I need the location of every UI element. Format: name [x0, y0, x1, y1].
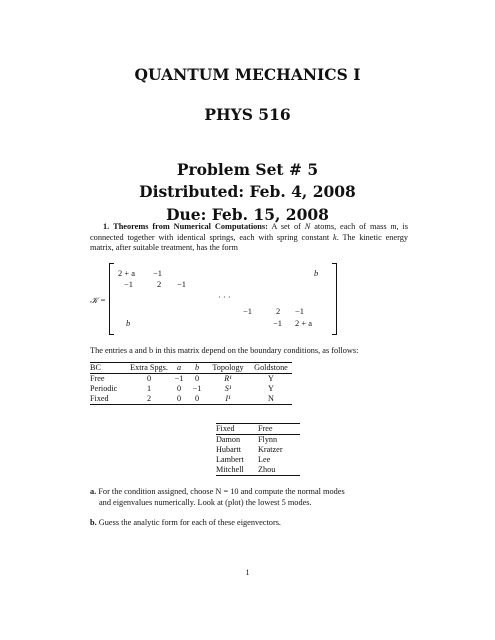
matrix-cell: −1: [153, 268, 163, 278]
table-cell: −1: [192, 384, 202, 393]
col-header: a: [170, 363, 188, 374]
col-header: Extra Spgs.: [128, 363, 170, 374]
col-header: Fixed: [216, 424, 258, 435]
intro-text-3: , is connected together with identical springs, each with spring constant: [90, 222, 409, 242]
table-row: [216, 445, 300, 455]
table-cell: 0: [146, 374, 152, 383]
table-cell: Y: [268, 384, 274, 393]
boundary-conditions-text: The entries a and b in this matrix depend on the boundary conditions, as follows:: [90, 346, 359, 355]
table-cell: 0: [176, 384, 182, 393]
table-cell: Kratzer: [258, 445, 283, 454]
part-a: [90, 487, 410, 508]
table-cell: Lee: [258, 455, 271, 464]
table-header-row: [90, 363, 292, 374]
matrix-cell: 2 + a: [118, 268, 136, 278]
problem-heading: Theorems from Numerical Computations:: [113, 222, 268, 231]
distributed-date: Distributed: Feb. 4, 2008: [139, 182, 356, 201]
intro-text-4: . The kinetic energy matrix, after suitable treatment, has the form: [90, 232, 409, 252]
table-cell: Mitchell: [216, 465, 258, 476]
matrix-cell: · · ·: [218, 292, 231, 302]
matrix-right-bracket: [332, 263, 337, 335]
table-cell: 0: [170, 394, 188, 405]
col-header: Goldstone: [250, 363, 292, 374]
boundary-conditions-table: [90, 362, 292, 405]
part-a-line-1: For the condition assigned, choose N = 10 and compute the normal modes: [98, 487, 345, 496]
table-row: [90, 394, 292, 405]
matrix-cell: 2 + a: [295, 318, 313, 328]
table-cell: N: [250, 394, 292, 405]
col-header: Topology: [206, 363, 250, 374]
matrix-left-bracket: [109, 263, 114, 335]
part-b: [90, 518, 410, 529]
table-cell: Fixed: [90, 394, 128, 405]
assignment-roster-table: [216, 423, 300, 476]
problem-set-title: Problem Set # 5: [176, 160, 319, 179]
matrix-cell: 2: [157, 279, 162, 289]
table-row: [216, 455, 300, 465]
table-cell: Y: [268, 374, 274, 383]
table-cell: Periodic: [90, 384, 118, 393]
table-cell: Damon: [216, 435, 241, 444]
table-cell: I¹: [206, 394, 250, 405]
table-cell: Zhou: [258, 465, 300, 476]
col-header: BC: [90, 363, 128, 374]
var-k: k: [333, 232, 337, 242]
matrix-cell: −1: [273, 318, 283, 328]
matrix-cell: −1: [177, 279, 187, 289]
table-cell: R¹: [224, 374, 232, 383]
kinetic-energy-matrix: [90, 260, 420, 340]
table-cell: −1: [174, 374, 184, 383]
table-row: [90, 374, 292, 385]
part-a-line-2: and eigenvalues numerically. Look at (plot) the lowest 5 modes.: [99, 497, 312, 507]
matrix-cell: −1: [124, 279, 134, 289]
intro-text-1: A set of: [271, 222, 301, 231]
problem-number: 1.: [103, 222, 110, 231]
intro-text-2: atoms, each of mass: [314, 222, 387, 231]
table-cell: S¹: [224, 384, 232, 393]
matrix-label: 𝒦 =: [90, 295, 106, 305]
table-header-row: [216, 424, 300, 435]
table-row: [90, 384, 292, 394]
var-m: m: [390, 222, 397, 231]
col-header: Free: [258, 424, 300, 435]
problem-1-intro: [90, 222, 408, 254]
table-cell: 0: [188, 394, 206, 405]
part-b-text: Guess the analytic form for each of these eigenvectors.: [98, 518, 282, 527]
matrix-cell: b: [314, 268, 319, 278]
due-date: Due: Feb. 15, 2008: [166, 205, 329, 224]
table-cell: Free: [90, 374, 105, 383]
table-cell: 0: [194, 374, 200, 383]
course-title: QUANTUM MECHANICS I: [134, 65, 361, 84]
matrix-cell: −1: [295, 306, 305, 316]
matrix-cell: 2: [276, 306, 281, 316]
table-cell: Flynn: [258, 435, 278, 444]
course-code: PHYS 516: [204, 105, 291, 124]
table-cell: Hubartt: [216, 445, 242, 454]
matrix-cell: −1: [243, 306, 253, 316]
page-number: 1: [245, 568, 250, 577]
table-cell: Lambert: [216, 455, 244, 464]
part-b-label: b.: [90, 518, 97, 527]
table-cell: 2: [128, 394, 170, 405]
table-row: [216, 465, 300, 476]
col-header: b: [188, 363, 206, 374]
matrix-cell: b: [126, 318, 131, 328]
table-row: [216, 435, 300, 446]
var-n: N: [304, 222, 311, 231]
part-a-label: a.: [90, 487, 97, 496]
table-cell: 1: [146, 384, 152, 393]
